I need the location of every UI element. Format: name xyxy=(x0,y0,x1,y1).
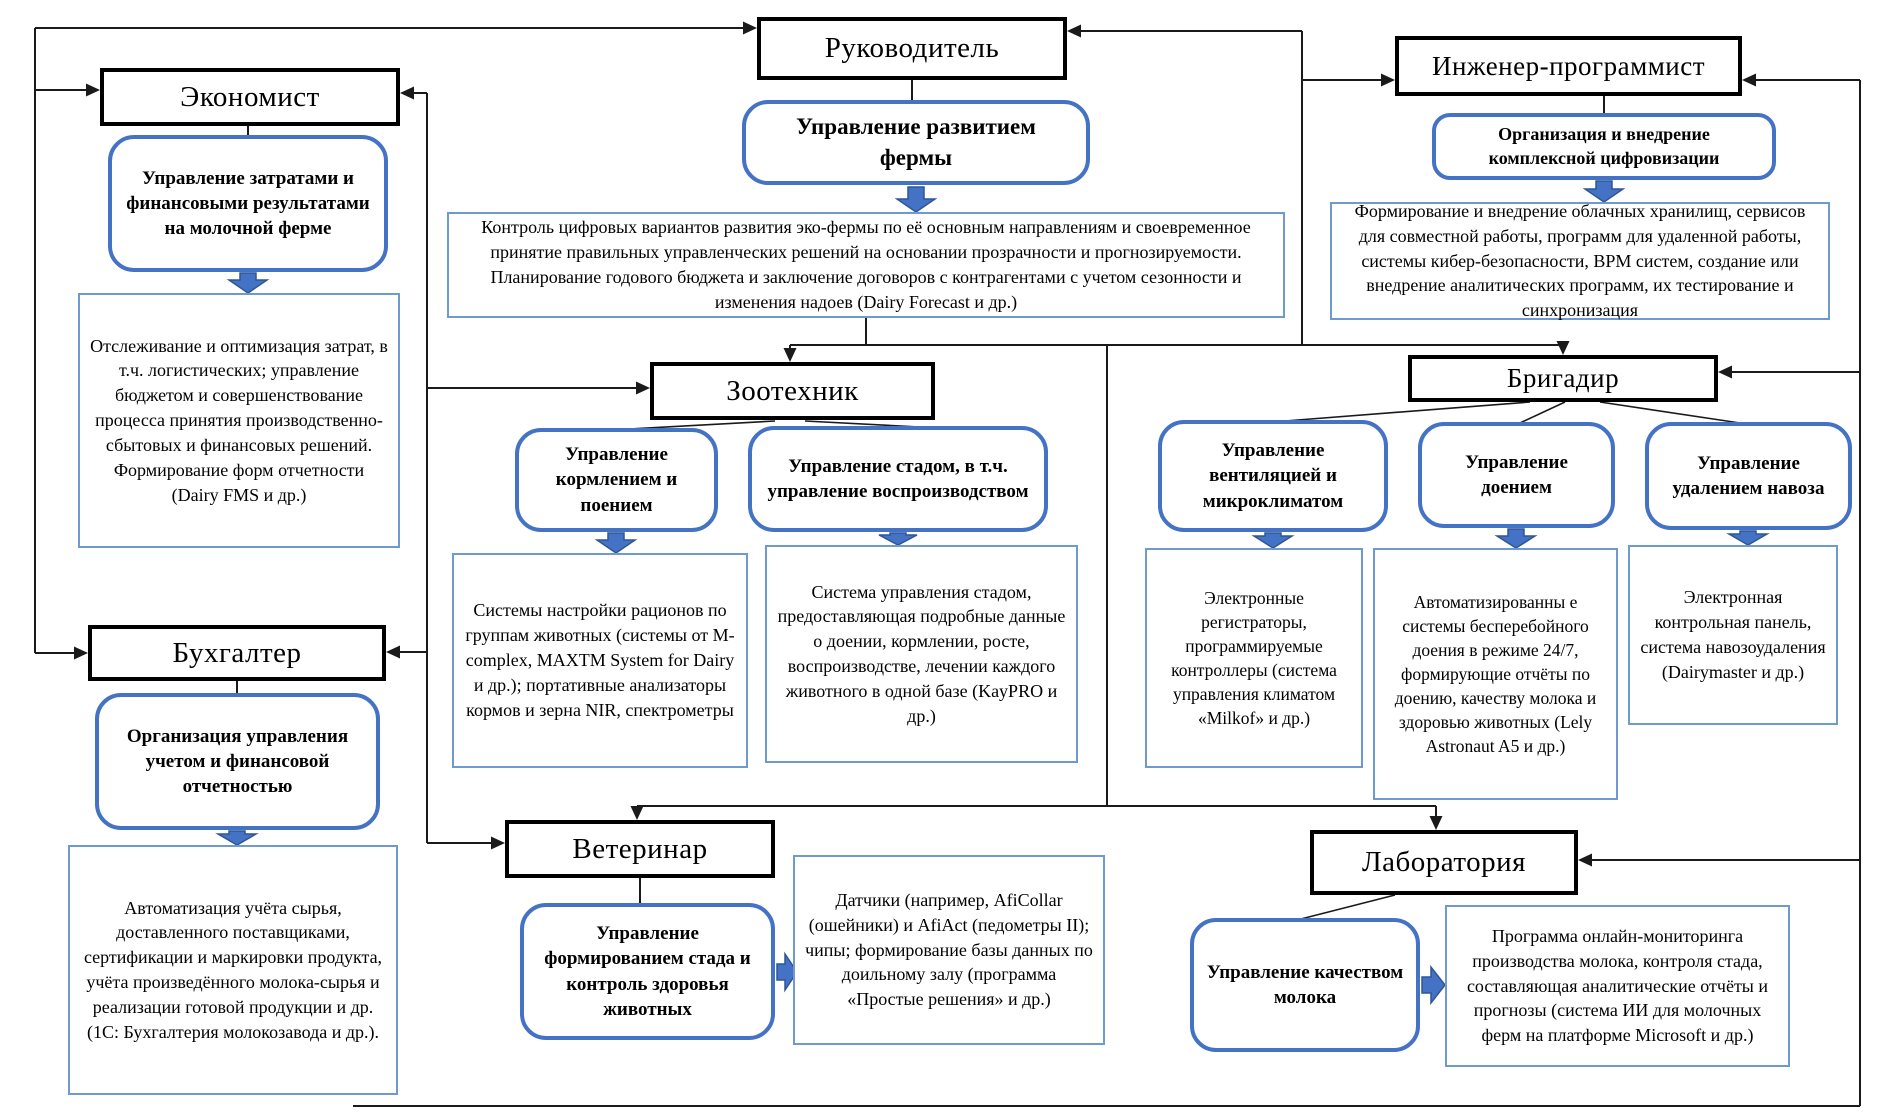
function-label: Управление затратами и финансовыми результатами на молочной ферме xyxy=(126,167,370,240)
function-label: Управление качеством молока xyxy=(1206,961,1404,1008)
tools-text: Программа онлайн-мониторинга производства молока, контроля стада, составляющая аналитические отчёты и прогнозы (система ИИ для молочных ферм на платформе Microsoft и др.) xyxy=(1466,925,1769,1046)
function-label: Управление кормлением и поением xyxy=(555,444,678,516)
tools-box-rukovoditel xyxy=(447,212,1285,318)
tools-text: Система управления стадом, предоставляющая подробные данные о доении, кормлении, росте, воспроизводстве, лечении каждого животного в одной базе (KayPRO и др.) xyxy=(777,581,1066,726)
role-title: Руководитель xyxy=(824,32,1000,64)
function-label: Управление развитием фермы xyxy=(796,114,1036,170)
function-label: Организация управления учетом и финансовой отчетностью xyxy=(126,725,349,798)
tools-box-veterinarian xyxy=(793,855,1105,1045)
tools-text: Системы настройки рационов по группам животных (системы от M-complex, MAXTM System for Dairy и др.); портативные анализаторы кормов и зерна NIR, спектрометры xyxy=(465,600,735,720)
down-arrow-icon xyxy=(897,187,935,212)
function-label: Организация и внедрение комплексной цифровизации xyxy=(1488,123,1720,168)
function-label: Управление формированием стада и контроль здоровья животных xyxy=(544,923,751,1020)
right-arrow-icon xyxy=(1422,967,1445,1003)
function-label: Управление удалением навоза xyxy=(1672,452,1825,499)
tools-box-milking xyxy=(1373,548,1618,800)
role-box-brigadir xyxy=(1408,355,1718,402)
tools-box-economist xyxy=(78,293,400,548)
function-box-milking xyxy=(1418,422,1615,528)
role-title: Лаборатория xyxy=(1361,846,1527,878)
down-arrow-icon xyxy=(879,533,917,545)
tools-text: Автоматизированны е системы бесперебойного доения в режиме 24/7, формирующие отчёты по доению, качеству молока и здоровью животных (Lely Astronaut A5 и др.) xyxy=(1394,591,1597,757)
role-title: Ветеринар xyxy=(572,832,708,865)
role-box-rukovoditel xyxy=(757,17,1067,80)
role-box-zootechnician xyxy=(650,362,935,420)
function-box-accounting xyxy=(95,693,380,830)
role-box-engineer xyxy=(1395,36,1742,96)
function-box-milk-quality xyxy=(1190,918,1420,1052)
tools-box-feeding xyxy=(452,553,748,768)
tools-text: Электронная контрольная панель, система навозоудаления (Dairymaster и др.) xyxy=(1640,587,1826,682)
tools-box-herd-management xyxy=(765,545,1078,763)
role-title: Зоотехник xyxy=(726,374,859,407)
function-box-farm-development xyxy=(742,100,1090,185)
tools-box-manure-removal xyxy=(1628,545,1838,725)
function-label: Управление стадом, в т.ч. управление воспроизводством xyxy=(767,455,1029,502)
function-label: Управление доением xyxy=(1465,451,1568,498)
tools-text: Датчики (например, AfiCollar (ошейники) и AfiAct (педометры II); чипы; формирование базы данных по доильному залу (программа «Простые решения» и др.) xyxy=(805,889,1093,1010)
tools-box-ventilation xyxy=(1145,548,1363,768)
tools-box-engineer xyxy=(1330,202,1830,320)
role-box-accountant xyxy=(88,625,386,681)
function-label: Управление вентиляцией и микроклиматом xyxy=(1202,440,1344,512)
role-title: Экономист xyxy=(180,80,320,113)
role-title: Инженер-программист xyxy=(1431,50,1706,81)
function-box-herd-management xyxy=(748,426,1048,532)
role-box-economist xyxy=(100,68,400,126)
tools-text: Отслеживание и оптимизация затрат, в т.ч. логистических; управление бюджетом и совершенствование процесса принятия производственно-сбытовых и финансовых решений. Формирование форм отчетности (Dairy FMS и др.) xyxy=(90,335,388,505)
role-title: Бухгалтер xyxy=(172,636,302,669)
function-box-manure-removal xyxy=(1645,422,1852,530)
down-arrow-icon xyxy=(229,273,267,293)
down-arrow-icon xyxy=(1497,529,1535,548)
function-box-herd-health xyxy=(520,903,775,1040)
role-box-veterinarian xyxy=(505,820,775,878)
down-arrow-icon xyxy=(218,831,256,845)
down-arrow-icon xyxy=(597,533,635,553)
tools-text: Электронные регистраторы, программируемые контроллеры (система управления климатом «Milkof» и др.) xyxy=(1171,587,1337,729)
function-box-digitalization xyxy=(1432,113,1776,180)
function-box-cost-management xyxy=(108,135,388,272)
tools-text: Контроль цифровых вариантов развития эко-фермы по её основным направлениям и своевременное принятие правильных управленческих решений на основании прозрачности и прогнозируемости. Планирование годового бюджета и заключение договоров с контрагентами с учетом сезонности и изменения надоев (Dairy Forecast и др.) xyxy=(481,217,1251,312)
down-arrow-icon xyxy=(1729,531,1767,545)
down-arrow-icon xyxy=(1254,533,1292,548)
function-box-feeding xyxy=(515,428,718,532)
function-box-ventilation xyxy=(1158,420,1388,532)
role-title: Бригадир xyxy=(1506,363,1620,393)
tools-text: Автоматизация учёта сырья, доставленного поставщиками, сертификации и маркировки продукта, учёта произведённого молока-сырья и реализации готовой продукции и др. (1С: Бухгалтерия молокозавода и др.). xyxy=(83,897,383,1042)
tools-box-laboratory xyxy=(1445,905,1790,1067)
tools-text: Формирование и внедрение облачных хранилищ, сервисов для совместной работы, программ для удаленной работы, системы кибер-безопасности, BPM систем, создание или внедрение аналитических программ, их тестирование и синхронизация xyxy=(1354,200,1806,321)
tools-box-accountant xyxy=(68,845,398,1095)
role-box-laboratory xyxy=(1310,830,1578,895)
